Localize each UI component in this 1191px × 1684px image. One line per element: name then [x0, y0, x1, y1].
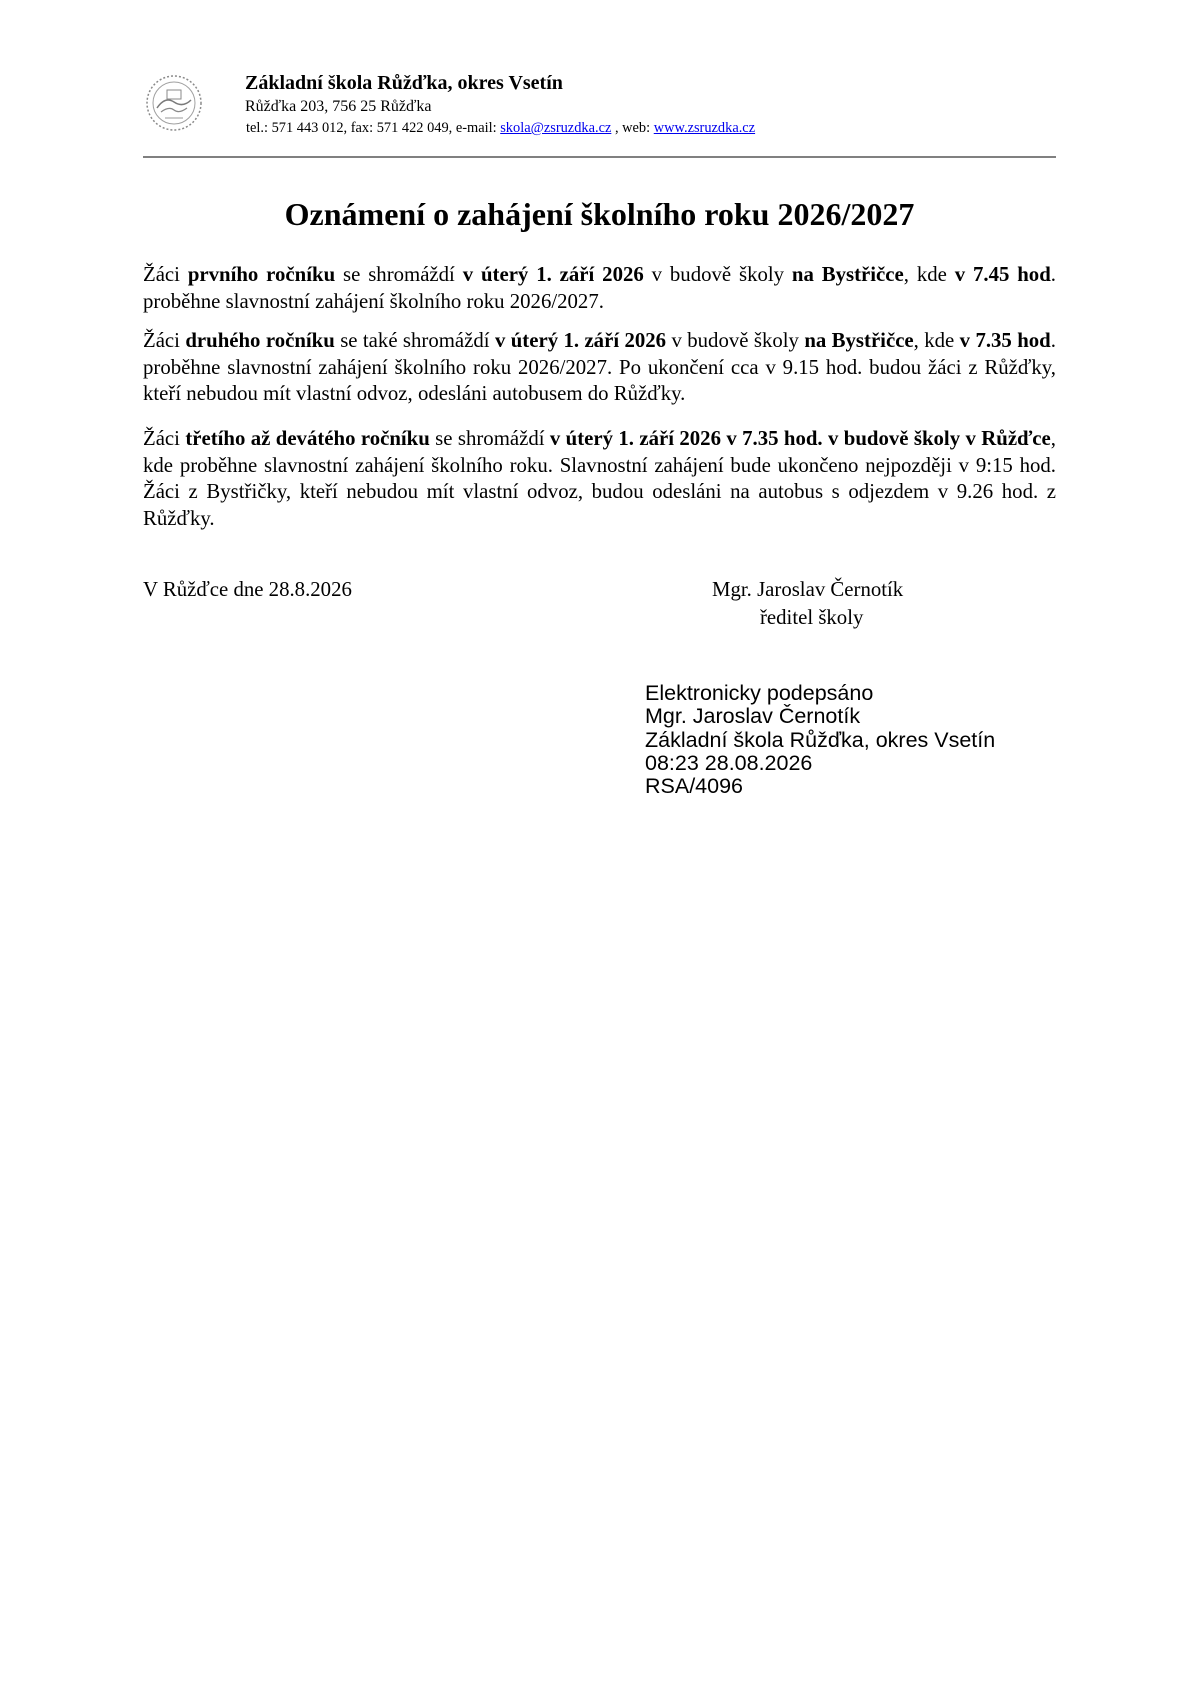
bold-run: třetího až devátého ročníku: [185, 427, 430, 450]
esig-algorithm: RSA/4096: [645, 774, 744, 799]
text-run: , kde proběhne slavnostní zahájení školního roku. Slavnostní zahájení bude ukončeno nejpozději v 9:15 hod. Žáci z Bystřičky, kteří nebudou mít vlastní odvoz, budou odesláni na autobus s odjezdem v 9.26 hod. z Růžďky.: [143, 427, 1056, 530]
school-name: Základní škola Růžďka, okres Vsetín: [245, 72, 563, 94]
header-divider: [143, 156, 1056, 158]
text-run: , kde: [913, 329, 960, 352]
esig-timestamp: 08:23 28.08.2026: [645, 750, 813, 775]
text-run: Žáci: [143, 263, 188, 286]
bold-run: prvního ročníku: [187, 263, 336, 286]
bold-run: v 7.35 hod: [959, 329, 1051, 352]
bold-run: v úterý 1. září 2026: [462, 263, 644, 286]
text-run: , kde: [903, 263, 955, 286]
text-run: . proběhne slavnostní zahájení školního roku 2026/2027. Po ukončení cca v 9.15 hod. budou žáci z Růžďky, kteří nebudou mít vlastní odvoz, odesláni autobusem do Růžďky.: [143, 329, 1056, 405]
esig-label: Elektronicky podepsáno: [645, 681, 874, 705]
signature-block: [712, 576, 942, 632]
contacts-web-label: , web:: [611, 120, 654, 136]
web-link[interactable]: www.zsruzdka.cz: [653, 120, 756, 136]
school-address: Růžďka 203, 756 25 Růžďka: [245, 98, 432, 115]
text-run: se shromáždí: [335, 263, 463, 286]
text-run: . proběhne slavnostní zahájení školního roku 2026/2027.: [143, 263, 1056, 313]
document-title: Oznámení o zahájení školního roku 2026/2027: [284, 196, 915, 232]
bold-run: na Bystřičce: [791, 263, 904, 286]
bold-run: v úterý 1. září 2026 v 7.35 hod. v budově školy v Růžďce: [549, 427, 1051, 450]
text-run: se shromáždí: [429, 427, 550, 450]
school-emblem-icon: [143, 72, 205, 134]
esig-name: Mgr. Jaroslav Černotík: [645, 704, 861, 729]
text-run: v budově školy: [643, 263, 792, 286]
electronic-signature-stamp: [645, 682, 995, 798]
paragraph-first-grade: [143, 262, 1056, 315]
text-run: Žáci: [143, 427, 186, 450]
paragraph-second-grade: [143, 328, 1056, 408]
paragraph-third-to-ninth-grade: [143, 426, 1056, 532]
contacts-phone-fax: tel.: 571 443 012, fax: 571 422 049, e-mail:: [246, 120, 501, 136]
text-run: se také shromáždí: [334, 329, 495, 352]
email-link[interactable]: skola@zsruzdka.cz: [500, 120, 612, 136]
text-run: v budově školy: [666, 329, 805, 352]
place-and-date: V Růžďce dne 28.8.2026: [143, 578, 352, 601]
signer-name: Mgr. Jaroslav Černotík: [712, 578, 904, 601]
bold-run: v úterý 1. září 2026: [494, 329, 667, 352]
bold-run: v 7.45 hod: [954, 263, 1051, 286]
text-run: Žáci: [143, 329, 186, 352]
signer-role: ředitel školy: [760, 606, 864, 629]
bold-run: druhého ročníku: [185, 329, 335, 352]
bold-run: na Bystřičce: [804, 329, 914, 352]
school-contacts: [246, 118, 755, 138]
esig-organization: Základní škola Růžďka, okres Vsetín: [645, 727, 996, 752]
